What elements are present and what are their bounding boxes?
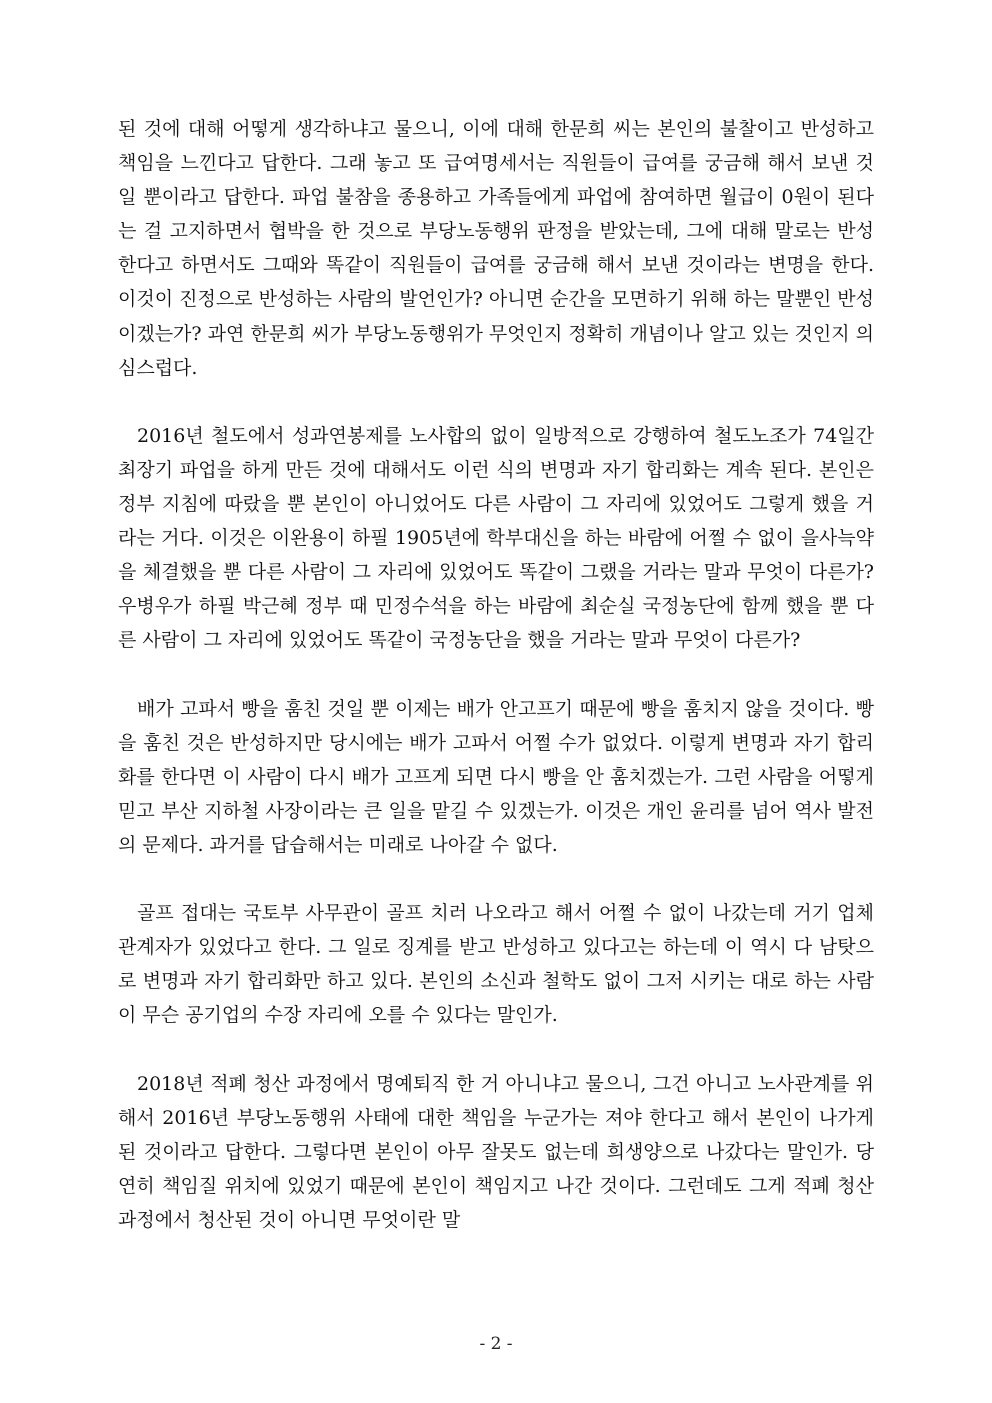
document-body xyxy=(118,112,874,1237)
paragraph-2: 2016년 철도에서 성과연봉제를 노사합의 없이 일방적으로 강행하여 철도노조가 74일간 최장기 파업을 하게 만든 것에 대해서도 이런 식의 변명과 자기 합리화는 계속 된다. 본인은 정부 지침에 따랐을 뿐 본인이 아니었어도 다른 사람이 그 자리에 있었어도 그렇게 했을 거라는 거다. 이것은 이완용이 하필 1905년에 학부대신을 하는 바람에 어쩔 수 없이 을사늑약을 체결했을 뿐 다른 사람이 그 자리에 있었어도 똑같이 그랬을 거라는 말과 무엇이 다른가? 우병우가 하필 박근혜 정부 때 민정수석을 하는 바람에 최순실 국정농단에 함께 했을 뿐 다른 사람이 그 자리에 있었어도 똑같이 국정농단을 했을 거라는 말과 무엇이 다른가? xyxy=(118,424,874,652)
page-number: - 2 - xyxy=(479,1334,513,1354)
paragraph-4: 골프 접대는 국토부 사무관이 골프 치러 나오라고 해서 어쩔 수 없이 나갔는데 거기 업체 관계자가 있었다고 한다. 그 일로 징계를 받고 반성하고 있다고는 하는데 이 역시 다 남탓으로 변명과 자기 합리화만 하고 있다. 본인의 소신과 철학도 없이 그저 시키는 대로 하는 사람이 무슨 공기업의 수장 자리에 오를 수 있다는 말인가. xyxy=(118,902,874,1027)
paragraph-3: 배가 고파서 빵을 훔친 것일 뿐 이제는 배가 안고프기 때문에 빵을 훔치지 않을 것이다. 빵을 훔친 것은 반성하지만 당시에는 배가 고파서 어쩔 수가 없었다. 이렇게 변명과 자기 합리화를 한다면 이 사람이 다시 배가 고프게 되면 다시 빵을 안 훔치겠는가. 그런 사람을 어떻게 믿고 부산 지하철 사장이라는 큰 일을 맡길 수 있겠는가. 이것은 개인 윤리를 넘어 역사 발전의 문제다. 과거를 답습해서는 미래로 나아갈 수 없다. xyxy=(118,697,874,856)
paragraph-5: 2018년 적폐 청산 과정에서 명예퇴직 한 거 아니냐고 물으니, 그건 아니고 노사관계를 위해서 2016년 부당노동행위 사태에 대한 책임을 누군가는 져야 한다고 해서 본인이 나가게 된 것이라고 답한다. 그렇다면 본인이 아무 잘못도 없는데 희생양으로 나갔다는 말인가. 당연히 책임질 위치에 있었기 때문에 본인이 책임지고 나간 것이다. 그런데도 그게 적폐 청산 과정에서 청산된 것이 아니면 무엇이란 말 xyxy=(118,1072,874,1231)
paragraph-1: 된 것에 대해 어떻게 생각하냐고 물으니, 이에 대해 한문희 씨는 본인의 불찰이고 반성하고 책임을 느낀다고 답한다. 그래 놓고 또 급여명세서는 직원들이 급여를 궁금해 해서 보낸 것일 뿐이라고 답한다. 파업 불참을 종용하고 가족들에게 파업에 참여하면 월급이 0원이 된다는 걸 고지하면서 협박을 한 것으로 부당노동행위 판정을 받았는데, 그에 대해 말로는 반성한다고 하면서도 그때와 똑같이 직원들이 급여를 궁금해 해서 보낸 것이라는 변명을 한다. 이것이 진정으로 반성하는 사람의 발언인가? 아니면 순간을 모면하기 위해 하는 말뿐인 반성이겠는가? 과연 한문희 씨가 부당노동행위가 무엇인지 정확히 개념이나 알고 있는 것인지 의심스럽다. xyxy=(118,118,874,379)
